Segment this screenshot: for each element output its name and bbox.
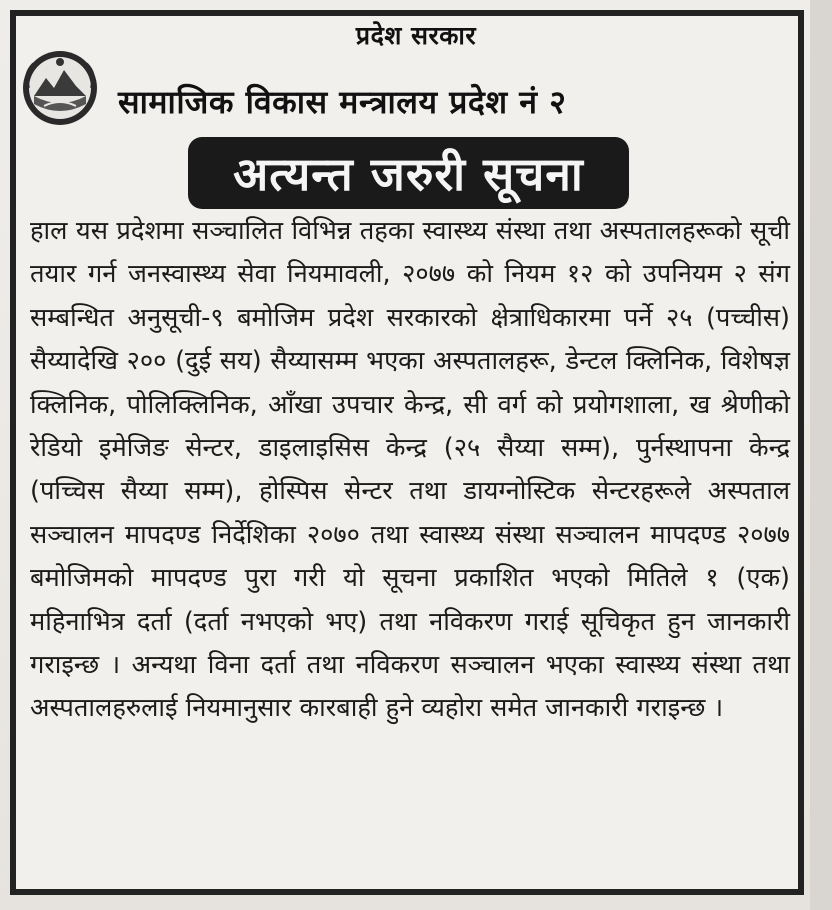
headline: अत्यन्त जरुरी सूचना [233,147,584,201]
nepal-government-emblem-icon [20,48,100,128]
ministry-title: सामाजिक विकास मन्त्रालय प्रदेश नं २ [118,83,567,121]
notice-paragraph: हाल यस प्रदेशमा सञ्चालित विभिन्न तहका स्वास्थ्य संस्था तथा अस्पतालहरूको सूची तयार गर्न जनस्वास्थ्य सेवा नियमावली, २०७७ को नियम १२ को उपनियम २ संग सम्बन्धित अनुसूची-९ बमोजिम प्रदेश सरकारको क्षेत्राधिकारमा पर्ने २५ (पच्चीस) सैय्यादेखि २०० (दुई सय) सैय्यासम्म भएका अस्पतालहरू, डेन्टल क्लिनिक, विशेषज्ञ क्लिनिक, पोलिक्लिनिक, आँखा उपचार केन्द्र, सी वर्ग को प्रयोगशाला, ख श्रेणीको रेडियो इमेजिङ सेन्टर, डाइलाइसिस केन्द्र (२५ सैय्या सम्म), पुर्नस्थापना केन्द्र (पच्चिस सैय्या सम्म), होस्पिस सेन्टर तथा डायग्नोस्टिक सेन्टरहरूले अस्पताल सञ्चालन मापदण्ड निर्देशिका २०७० तथा स्वास्थ्य संस्था सञ्चालन मापदण्ड २०७७ बमोजिमको मापदण्ड पुरा गरी यो सूचना प्रकाशित भएको मितिले १ (एक) महिनाभित्र दर्ता (दर्ता नभएको भए) तथा नविकरण गराई सूचिकृत हुन जानकारी गराइन्छ । अन्यथा विना दर्ता तथा नविकरण सञ्चालन भएका स्वास्थ्य संस्था तथा अस्पतालहरुलाई नियमानुसार कारबाही हुने व्यहोरा समेत जानकारी गराइन्छ । [30,216,790,724]
adjacent-page-edge [810,0,832,910]
notice-body [30,210,790,731]
government-heading: प्रदेश सरकार [355,21,477,50]
headline-banner [188,137,629,209]
